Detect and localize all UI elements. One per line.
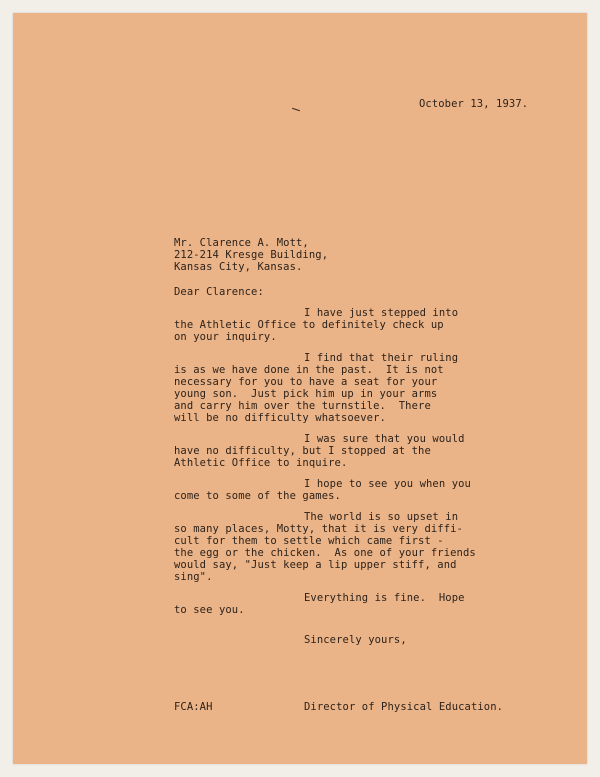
paragraph-6-line-1: Everything is fine. Hope <box>304 592 465 604</box>
paragraph-1-line-2: the Athletic Office to definitely check up <box>174 319 444 331</box>
paragraph-2-line-2: is as we have done in the past. It is not <box>174 364 444 376</box>
stray-mark <box>292 108 300 111</box>
paragraph-5-line-2: so many places, Motty, that it is very diffi- <box>174 523 463 535</box>
letter-page <box>13 13 587 764</box>
paragraph-5-line-5: would say, "Just keep a lip upper stiff, and <box>174 559 457 571</box>
paragraph-5-line-3: cult for them to settle which came first - <box>174 535 444 547</box>
paragraph-1-line-1: I have just stepped into <box>304 307 459 319</box>
paragraph-5-line-1: The world is so upset in <box>304 511 459 523</box>
paragraph-5-line-6: sing". <box>174 571 213 583</box>
signature-title: Director of Physical Education. <box>304 701 504 713</box>
address-line-3: Kansas City, Kansas. <box>174 261 303 273</box>
paragraph-3-line-2: have no difficulty, but I stopped at the <box>174 445 431 457</box>
paragraph-4-line-1: I hope to see you when you <box>304 478 471 490</box>
closing: Sincerely yours, <box>304 634 407 646</box>
paragraph-5-line-4: the egg or the chicken. As one of your friends <box>174 547 476 559</box>
paragraph-3-line-3: Athletic Office to inquire. <box>174 457 348 469</box>
address-line-1: Mr. Clarence A. Mott, <box>174 237 309 249</box>
letter-date: October 13, 1937. <box>419 98 529 110</box>
paragraph-4-line-2: come to some of the games. <box>174 490 341 502</box>
paragraph-6-line-2: to see you. <box>174 604 245 616</box>
paragraph-2-line-4: young son. Just pick him up in your arms <box>174 388 438 400</box>
paragraph-2-line-1: I find that their ruling <box>304 352 459 364</box>
paragraph-3-line-1: I was sure that you would <box>304 433 465 445</box>
address-line-2: 212-214 Kresge Building, <box>174 249 329 261</box>
salutation: Dear Clarence: <box>174 286 264 298</box>
typist-initials: FCA:AH <box>174 701 213 713</box>
paragraph-1-line-3: on your inquiry. <box>174 331 277 343</box>
paragraph-2-line-5: and carry him over the turnstile. There <box>174 400 431 412</box>
paragraph-2-line-6: will be no difficulty whatsoever. <box>174 412 386 424</box>
paragraph-2-line-3: necessary for you to have a seat for your <box>174 376 438 388</box>
